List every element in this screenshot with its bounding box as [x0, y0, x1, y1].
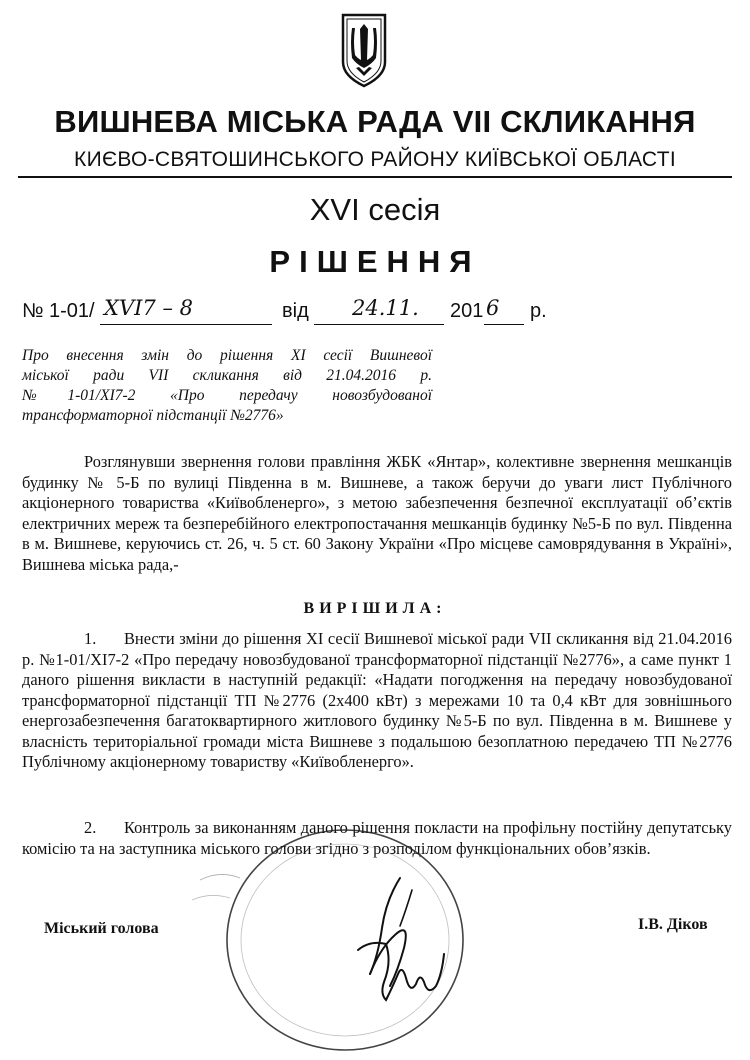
header-divider — [18, 176, 732, 178]
subject-line: №1-01/XI7-2 «Про передачу новозбудованої — [22, 387, 432, 404]
subject-line: трансформаторної підстанції №2776» — [22, 407, 284, 424]
year-underline — [484, 324, 524, 325]
number-underline — [100, 324, 272, 325]
subject-line: міської ради VII скликання від 21.04.2016 р. — [22, 367, 432, 384]
item-text: Внести зміни до рішення XI сесії Вишневої міської ради VII скликання від 21.04.2016 р. №1-01/XI7-2 «Про передачу новозбудованої трансформаторної підстанції №2776», а саме пункт 1 даного рішення викласти в наступній редакції: «Надати погодження на передачу новозбудованої трансформаторної підстанції ТП №2776 (2х400 кВт) з мережами 10 та 0,4 кВт для зовнішнього енергозабезпечення багатоквартирного житлового будинку №5-Б по вул. Південна в м. Вишневе у власність територіальної громади міста Вишневе з подальшою безоплатною передачею ТП №2776 Публічному акціонерному товариству «Київобленерго». — [22, 629, 732, 771]
decision-number-line — [22, 296, 742, 330]
item-number: 1. — [84, 629, 97, 648]
item-number: 2. — [84, 818, 97, 837]
signature-name: І.В. Діков — [638, 916, 708, 933]
date-underline — [314, 324, 444, 325]
number-prefix: № 1-01/ — [22, 300, 95, 322]
year-suffix: р. — [530, 300, 547, 322]
signature-role: Міський голова — [44, 920, 159, 937]
district-line: КИЄВО-СВЯТОШИНСЬКОГО РАЙОНУ КИЇВСЬКОЇ ОБЛАСТІ — [74, 148, 676, 171]
year-printed: 201 — [450, 300, 484, 322]
subject-line: Про внесення змін до рішення XI сесії Вишневої — [22, 347, 432, 364]
item-text: Контроль за виконанням даного рішення покласти на профільну постійну депутатську комісію та на заступника міського голови згідно з розподілом функціональних обов’язків. — [22, 818, 732, 858]
year-handwritten: 6 — [486, 296, 500, 320]
decision-title: РІШЕННЯ — [269, 244, 481, 279]
trident-coat-of-arms-icon — [340, 12, 388, 88]
resolved-heading: ВИРІШИЛА: — [303, 600, 447, 617]
preamble-paragraph: Розглянувши звернення голови правління ЖБК «Янтар», колективне звернення мешканців будинку № 5-Б по вулиці Південна в м. Вишневе, а також беручи до уваги лист Публічного акціонерного товариства «Київобленерго», з метою забезпечення безпечної експлуатації об’єктів електричних мереж та безперебійного електропостачання мешканців будинку №5-Б по вул. Південна в м. Вишневе, керуючись ст. 26, ч. 5 ст. 60 Закону України «Про місцеве самоврядування в Україні», Вишнева міська рада,- — [22, 452, 732, 574]
handwritten-date: 24.11. — [352, 296, 419, 320]
handwritten-signature-icon — [340, 870, 460, 1020]
decision-subject — [22, 346, 432, 426]
session-title: XVI сесія — [309, 192, 441, 227]
handwritten-number: XVI7 – 8 — [104, 296, 193, 320]
decision-item — [22, 629, 732, 773]
council-title: ВИШНЕВА МІСЬКА РАДА VII СКЛИКАННЯ — [54, 104, 696, 139]
from-label: від — [282, 300, 309, 322]
